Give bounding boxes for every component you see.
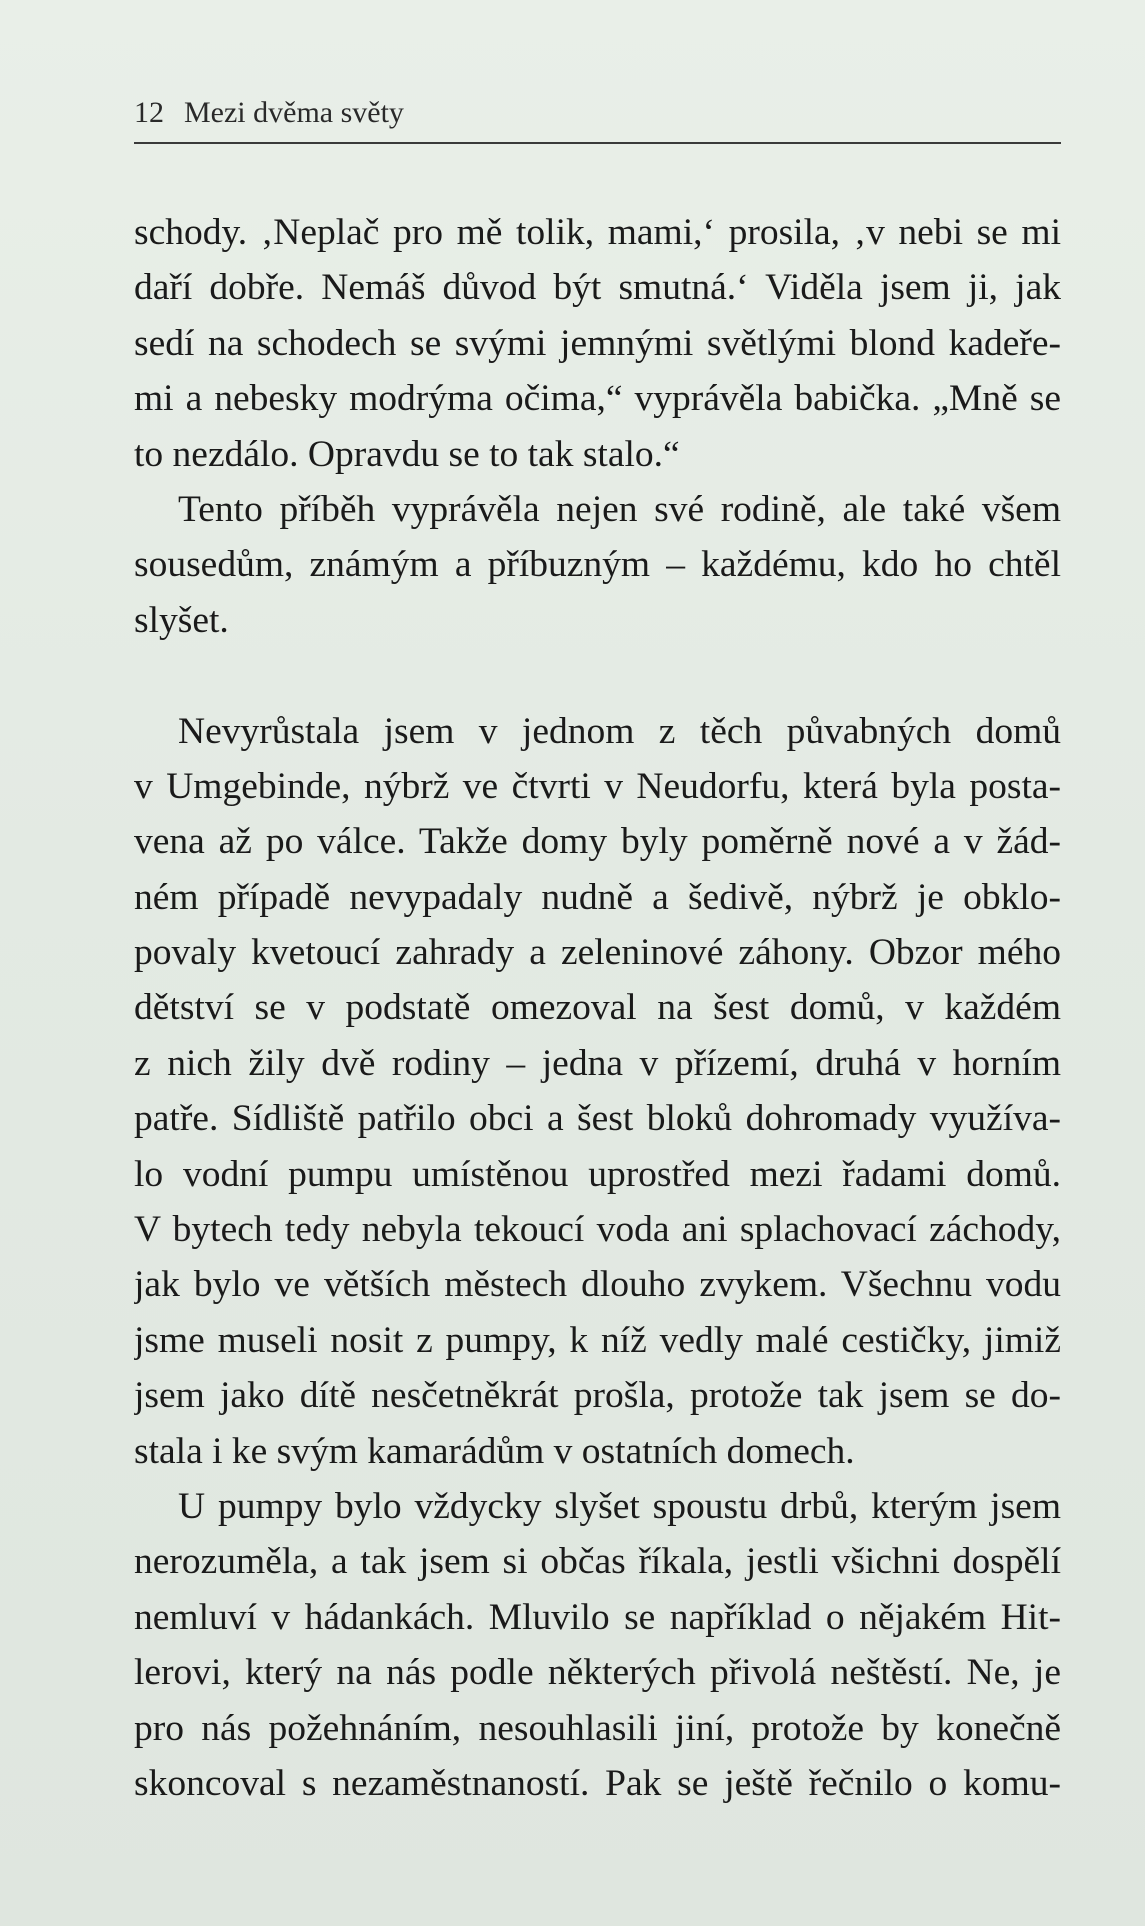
text-line: Tento příběh vyprávěla nejen své rodině, ale také všem <box>178 488 1061 530</box>
text-line: lo vodní pumpu umístěnou uprostřed mezi řadami domů. <box>134 1153 1061 1195</box>
text-line: Nevyrůstala jsem v jednom z těch půvabných domů <box>178 710 1061 752</box>
text-line: sousedům, známým a příbuzným – každému, kdo ho chtěl <box>134 544 1061 586</box>
header-rule <box>134 142 1061 144</box>
text-line: patře. Sídliště patřilo obci a šest bloků dohromady využíva- <box>134 1098 1061 1140</box>
section-break <box>134 648 1061 703</box>
text-line: povaly kvetoucí zahrady a zeleninové záhony. Obzor mého <box>134 932 1061 974</box>
text-line: sedí na schodech se svými jemnými světlými blond kadeře- <box>134 322 1061 364</box>
text-line: jak bylo ve větších městech dlouho zvykem. Všechnu vodu <box>134 1264 1061 1306</box>
book-title: Mezi dvěma světy <box>184 96 404 129</box>
text-line: nerozuměla, a tak jsem si občas říkala, jestli všichni dospělí <box>134 1541 1061 1583</box>
text-line: slyšet. <box>134 599 229 641</box>
text-line: v Umgebinde, nýbrž ve čtvrti v Neudorfu, která byla posta- <box>134 765 1061 807</box>
text-line: pro nás požehnáním, nesouhlasili jiní, protože by konečně <box>134 1707 1061 1749</box>
text-line: stala i ke svým kamarádům v ostatních domech. <box>134 1430 855 1472</box>
text-line: lerovi, který na nás podle některých přivolá neštěstí. Ne, je <box>134 1652 1061 1694</box>
text-line: mi a nebesky modrýma očima,“ vyprávěla babička. „Mně se <box>134 378 1061 420</box>
text-line: nemluví v hádankách. Mluvilo se například o nějakém Hit- <box>134 1596 1061 1638</box>
text-line: to nezdálo. Opravdu se to tak stalo.“ <box>134 433 680 475</box>
text-line: U pumpy bylo vždycky slyšet spoustu drbů, kterým jsem <box>178 1485 1061 1527</box>
body-text <box>134 205 1061 1811</box>
text-line: schody. ‚Neplač pro mě tolik, mami,‘ prosila, ‚v nebi se mi <box>134 212 1061 253</box>
text-line: V bytech tedy nebyla tekoucí voda ani splachovací záchody, <box>134 1209 1061 1251</box>
text-line: jsme museli nosit z pumpy, k níž vedly malé cestičky, jimiž <box>134 1319 1061 1361</box>
running-head <box>134 96 404 130</box>
text-line: z nich žily dvě rodiny – jedna v přízemí, druhá v horním <box>134 1042 1061 1084</box>
text-line: daří dobře. Nemáš důvod být smutná.‘ Viděla jsem ji, jak <box>134 267 1061 309</box>
text-line: skoncoval s nezaměstnaností. Pak se ještě řečnilo o komu- <box>134 1762 1061 1804</box>
text-line: vena až po válce. Takže domy byly poměrně nové a v žád- <box>134 821 1061 863</box>
text-line: ném případě nevypadaly nudně a šedivě, nýbrž je obklo- <box>134 876 1061 918</box>
page-number: 12 <box>134 96 164 129</box>
text-line: dětství se v podstatě omezoval na šest domů, v každém <box>134 987 1061 1029</box>
text-line: jsem jako dítě nesčetněkrát prošla, protože tak jsem se do- <box>134 1375 1061 1417</box>
